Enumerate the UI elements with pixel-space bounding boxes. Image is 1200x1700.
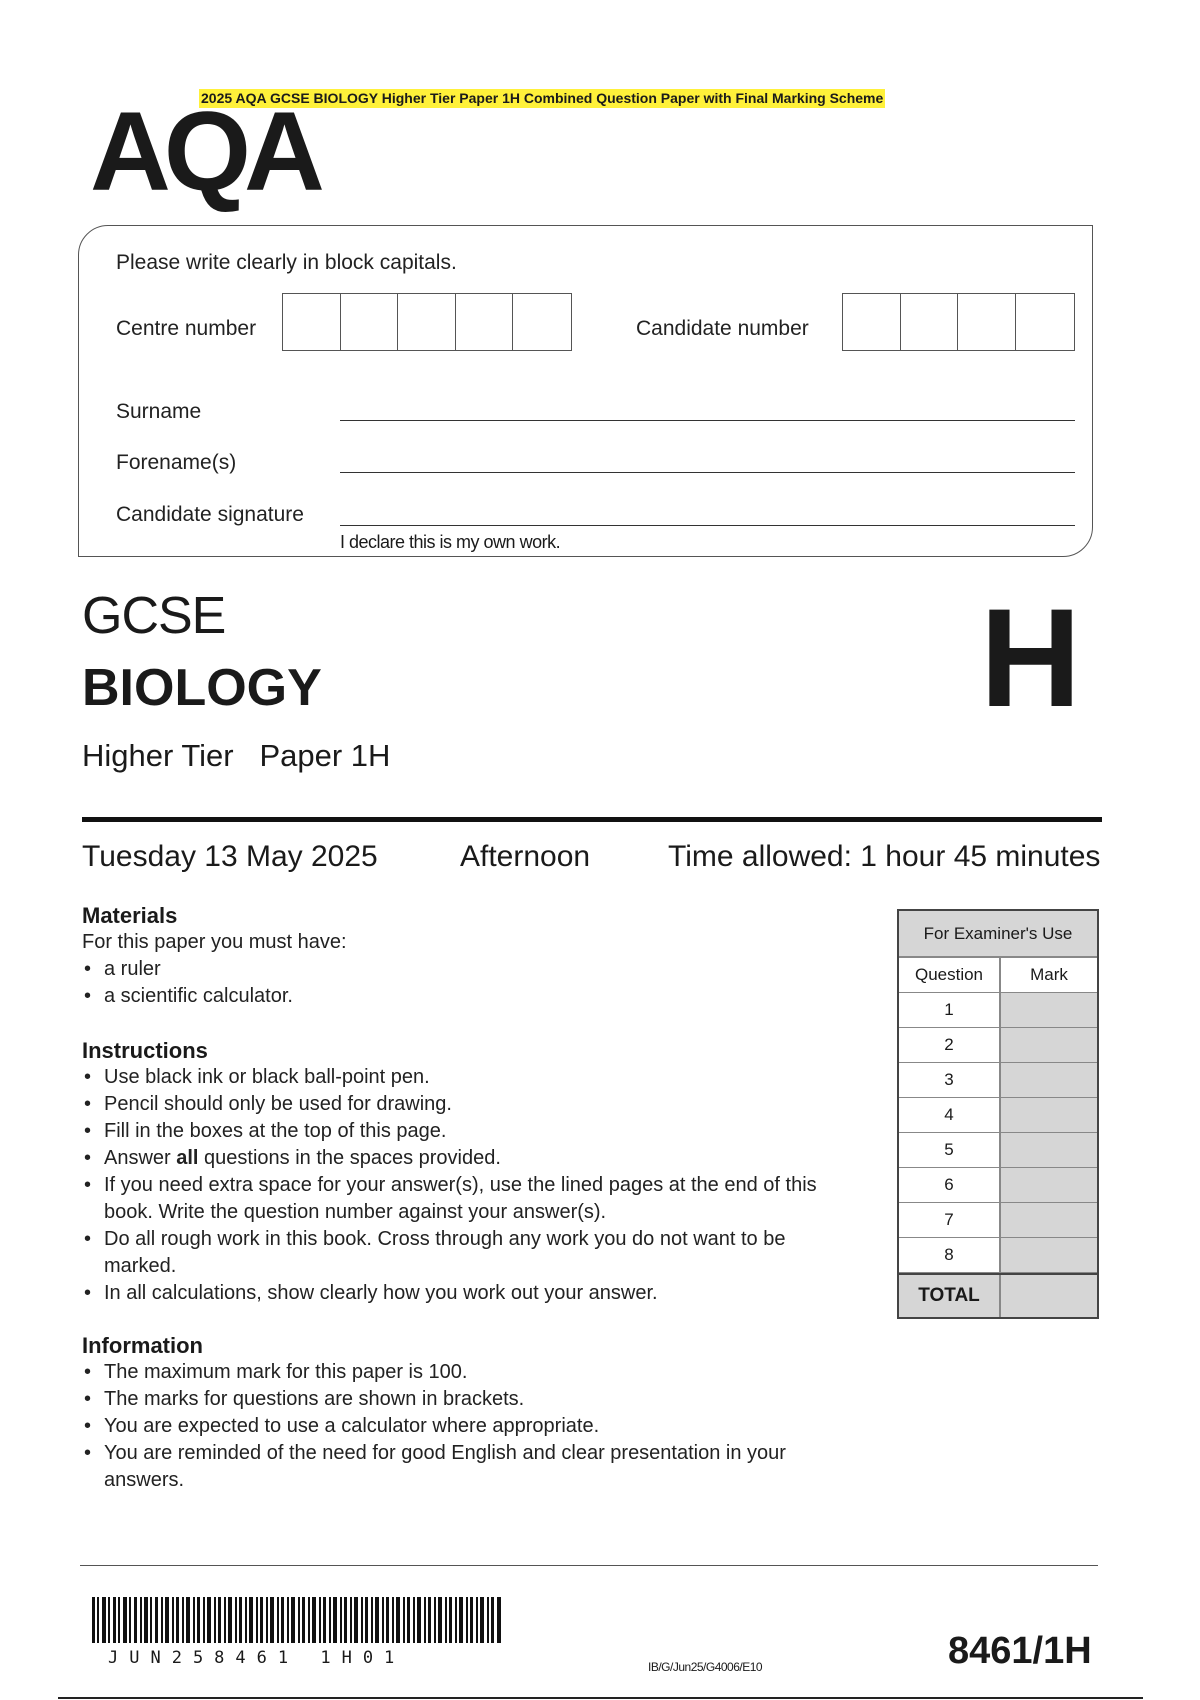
- information-item: • You are expected to use a calculator where appropriate.: [82, 1413, 802, 1440]
- digit-box[interactable]: [513, 294, 571, 350]
- instruction-item: • Use black ink or black ball-point pen.: [82, 1064, 862, 1091]
- time-allowed: Time allowed: 1 hour 45 minutes: [668, 840, 1101, 873]
- document-reference: IB/G/Jun25/G4006/E10: [648, 1660, 763, 1674]
- instructions-section: [82, 1038, 862, 1307]
- information-item: • You are reminded of the need for good English and clear presentation in your answers.: [82, 1440, 802, 1494]
- candidate-number-boxes[interactable]: [842, 293, 1075, 351]
- table-row: [899, 1098, 1097, 1133]
- surname-field[interactable]: [340, 420, 1075, 421]
- block-capitals-instruction: Please write clearly in block capitals.: [116, 251, 457, 274]
- table-row: [899, 1133, 1097, 1168]
- materials-section: [82, 903, 882, 1010]
- examiner-table-header-row: [899, 958, 1097, 993]
- table-row: [899, 1168, 1097, 1203]
- barcode-image: [92, 1597, 502, 1643]
- mark-cell[interactable]: [1001, 1098, 1097, 1132]
- information-item: • The maximum mark for this paper is 100.: [82, 1359, 802, 1386]
- forename-label: Forename(s): [116, 451, 237, 474]
- table-row: [899, 1063, 1097, 1098]
- table-row: [899, 1238, 1097, 1273]
- examiner-table-title: For Examiner's Use: [899, 911, 1097, 958]
- barcode-number: JUN258461 1H01: [108, 1648, 406, 1668]
- signature-label: Candidate signature: [116, 503, 304, 526]
- table-row: [899, 1203, 1097, 1238]
- materials-intro: For this paper you must have:: [82, 931, 347, 953]
- mark-cell[interactable]: [1001, 1133, 1097, 1167]
- total-row: [899, 1273, 1097, 1317]
- question-number: 1: [899, 993, 1001, 1027]
- instruction-emphasis: all: [176, 1147, 199, 1169]
- tier-label: Higher Tier: [82, 738, 234, 773]
- question-number: 6: [899, 1168, 1001, 1202]
- mark-cell[interactable]: [1001, 1028, 1097, 1062]
- digit-box[interactable]: [456, 294, 514, 350]
- mark-column-header: Mark: [1001, 958, 1097, 992]
- mark-cell[interactable]: [1001, 993, 1097, 1027]
- digit-box[interactable]: [283, 294, 341, 350]
- surname-label: Surname: [116, 400, 202, 423]
- information-heading: Information: [82, 1333, 203, 1358]
- question-column-header: Question: [899, 958, 1001, 992]
- digit-box[interactable]: [1016, 294, 1074, 350]
- total-mark-cell[interactable]: [1001, 1275, 1097, 1317]
- exam-date: Tuesday 13 May 2025: [82, 840, 378, 873]
- signature-field[interactable]: [340, 525, 1075, 526]
- question-number: 7: [899, 1203, 1001, 1237]
- question-number: 8: [899, 1238, 1001, 1272]
- instruction-item: • If you need extra space for your answer(s), use the lined pages at the end of this book. Write the question number against your answer(s).: [82, 1172, 862, 1226]
- instruction-text: Answer: [104, 1147, 177, 1169]
- subject-title: BIOLOGY: [82, 659, 322, 717]
- materials-item: • a scientific calculator.: [82, 983, 882, 1010]
- digit-box[interactable]: [398, 294, 456, 350]
- paper-label: Paper 1H: [259, 738, 391, 773]
- question-number: 4: [899, 1098, 1001, 1132]
- footer-divider: [80, 1565, 1098, 1566]
- information-item: • The marks for questions are shown in brackets.: [82, 1386, 802, 1413]
- qualification-title: GCSE: [82, 587, 226, 645]
- question-number: 3: [899, 1063, 1001, 1097]
- forename-field[interactable]: [340, 472, 1075, 473]
- instruction-item: • Pencil should only be used for drawing.: [82, 1091, 862, 1118]
- materials-item: • a ruler: [82, 956, 882, 983]
- materials-heading: Materials: [82, 903, 178, 928]
- instruction-item: • Fill in the boxes at the top of this page.: [82, 1118, 862, 1145]
- instruction-item: • Do all rough work in this book. Cross through any work you do not want to be marked.: [82, 1226, 862, 1280]
- page-bottom-border: [58, 1697, 1143, 1699]
- table-row: [899, 1028, 1097, 1063]
- mark-cell[interactable]: [1001, 1063, 1097, 1097]
- exam-session: Afternoon: [460, 840, 591, 873]
- digit-box[interactable]: [843, 294, 901, 350]
- digit-box[interactable]: [901, 294, 959, 350]
- aqa-logo: AQA: [90, 89, 318, 214]
- instruction-text: questions in the spaces provided.: [198, 1147, 501, 1169]
- paper-code: 8461/1H: [948, 1630, 1092, 1672]
- table-row: [899, 993, 1097, 1028]
- title-divider: [82, 817, 1102, 822]
- question-number: 5: [899, 1133, 1001, 1167]
- instructions-heading: Instructions: [82, 1038, 208, 1063]
- tier-paper-line: [82, 738, 390, 774]
- instruction-item: [82, 1145, 862, 1172]
- digit-box[interactable]: [341, 294, 399, 350]
- examiner-use-table: [897, 909, 1099, 1319]
- own-work-declaration: I declare this is my own work.: [340, 532, 561, 552]
- mark-cell[interactable]: [1001, 1168, 1097, 1202]
- question-number: 2: [899, 1028, 1001, 1062]
- candidate-number-label: Candidate number: [636, 317, 809, 340]
- information-section: [82, 1333, 802, 1494]
- mark-cell[interactable]: [1001, 1203, 1097, 1237]
- digit-box[interactable]: [958, 294, 1016, 350]
- mark-cell[interactable]: [1001, 1238, 1097, 1272]
- document-title-banner: 2025 AQA GCSE BIOLOGY Higher Tier Paper 1H Combined Question Paper with Final Marking Scheme: [201, 90, 884, 106]
- total-label: TOTAL: [899, 1275, 1001, 1317]
- centre-number-boxes[interactable]: [282, 293, 572, 351]
- tier-letter: H: [980, 579, 1082, 736]
- instruction-item: • In all calculations, show clearly how you work out your answer.: [82, 1280, 862, 1307]
- centre-number-label: Centre number: [116, 317, 257, 340]
